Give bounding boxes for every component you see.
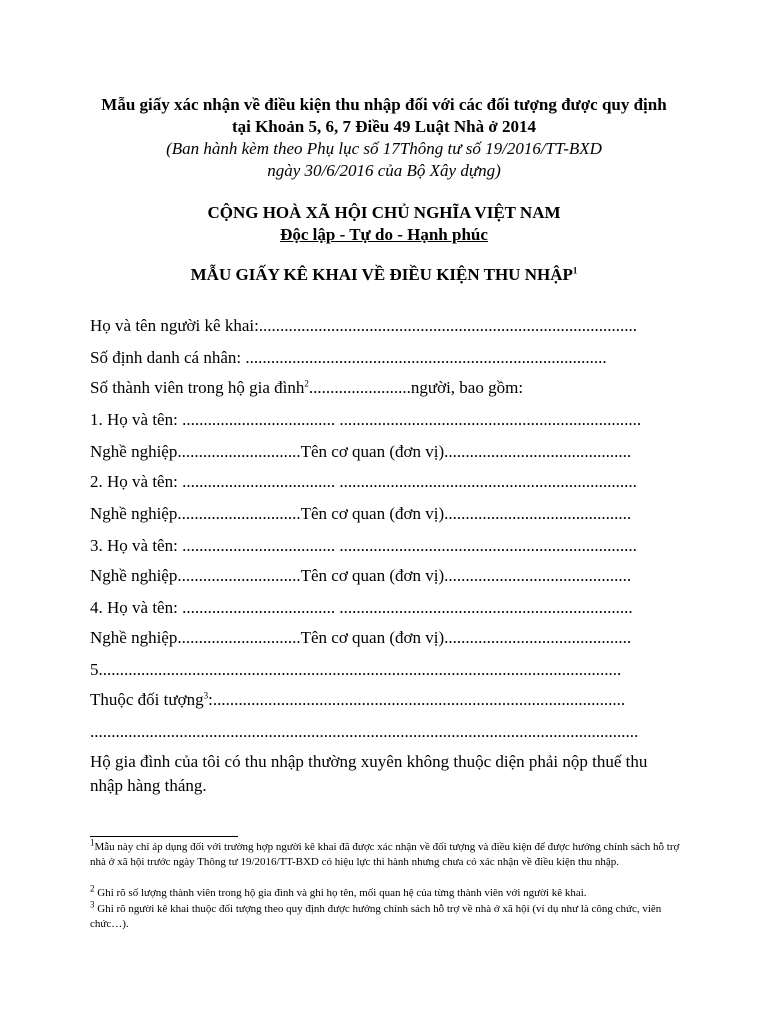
document-subtitle-line-2: ngày 30/6/2016 của Bộ Xây dựng) [267,161,501,180]
form-title-text: MẪU GIẤY KÊ KHAI VỀ ĐIỀU KIỆN THU NHẬP [190,265,573,284]
member-4-job-field[interactable]: Nghề nghiệp.............................Tên cơ quan (đơn vị)............................................ [90,628,632,647]
country-name: CỘNG HOÀ XÃ HỘI CHỦ NGHĨA VIỆT NAM [207,203,561,222]
footnote-2-text: Ghi rõ số lượng thành viên trong hộ gia đình và ghi họ tên, mối quan hệ của từng thành viên với người kê khai. [94,887,587,899]
category-suffix: :................................................................................................. [208,690,626,709]
income-statement: Hộ gia đình của tôi có thu nhập thường xuyên không thuộc diện phải nộp thuế thu nhập hàng tháng. [90,752,648,795]
member-1-name-field[interactable]: 1. Họ và tên: .................................... ....................................................................... [90,410,642,429]
footnote-2-mark: 2 [90,883,95,894]
member-2-name-field[interactable]: 2. Họ và tên: .................................... ...................................................................... [90,472,637,491]
members-count-suffix: ........................người, bao gồm: [308,378,524,397]
member-4-name-field[interactable]: 4. Họ và tên: .................................... ..................................................................... [90,598,633,617]
category-continuation-field[interactable]: ................................................................................................................................. [90,722,639,741]
member-3-job-field[interactable]: Nghề nghiệp.............................Tên cơ quan (đơn vị)............................................ [90,566,632,585]
category-field[interactable] [90,690,625,710]
form-title [60,264,708,286]
id-number-field[interactable]: Số định danh cá nhân: ..................................................................................... [90,348,607,367]
declarant-name-field[interactable]: Họ và tên người kê khai:......................................................................................... [90,316,638,335]
national-slogan [60,224,708,246]
category-footnote-mark: 3 [203,690,209,701]
national-slogan-text: Độc lập - Tự do - Hạnh phúc [280,225,488,244]
member-2-job-field[interactable]: Nghề nghiệp.............................Tên cơ quan (đơn vị)............................................ [90,504,632,523]
document-title-line-1: Mẫu giấy xác nhận về điều kiện thu nhập đối với các đối tượng được quy định [101,95,667,114]
document-title-line-2: tại Khoản 5, 6, 7 Điều 49 Luật Nhà ở 2014 [231,117,537,136]
footnote-1-text: Mẫu này chỉ áp dụng đối với trường hợp người kê khai đã được xác nhận về đối tượng và điều kiện để được hưởng chính sách hỗ trợ nhà ở xã hội trước ngày Thông tư 19/2016/TT-BXD có hiệu lực thi hành nhưng chưa có xác nhận về điều kiện thu nhập. [90,841,680,868]
members-count-footnote-mark: 2 [304,378,309,389]
footnote-3 [90,899,690,932]
form-title-footnote-mark: 1 [572,265,578,276]
document-subtitle-line-1: (Ban hành kèm theo Phụ lục số 17Thông tư số 19/2016/TT-BXD [166,139,602,158]
footnote-3-text: Ghi rõ người kê khai thuộc đối tượng theo quy định được hưởng chính sách hỗ trợ về nhà ở xã hội (ví dụ như là công chức, viên chức…). [90,903,662,930]
footnote-3-mark: 3 [90,899,95,910]
member-1-job-field[interactable]: Nghề nghiệp.............................Tên cơ quan (đơn vị)............................................ [90,442,632,461]
category-prefix: Thuộc đối tượng [90,690,204,709]
member-3-name-field[interactable]: 3. Họ và tên: .................................... ...................................................................... [90,536,637,555]
footnote-1 [90,837,690,870]
footnote-1-mark: 1 [90,837,95,848]
members-count-prefix: Số thành viên trong hộ gia đình [90,378,305,397]
member-5-field[interactable]: 5........................................................................................................................... [90,660,622,679]
footnote-2 [90,883,690,901]
footnote-separator [90,836,238,837]
members-count-field[interactable] [90,378,523,398]
